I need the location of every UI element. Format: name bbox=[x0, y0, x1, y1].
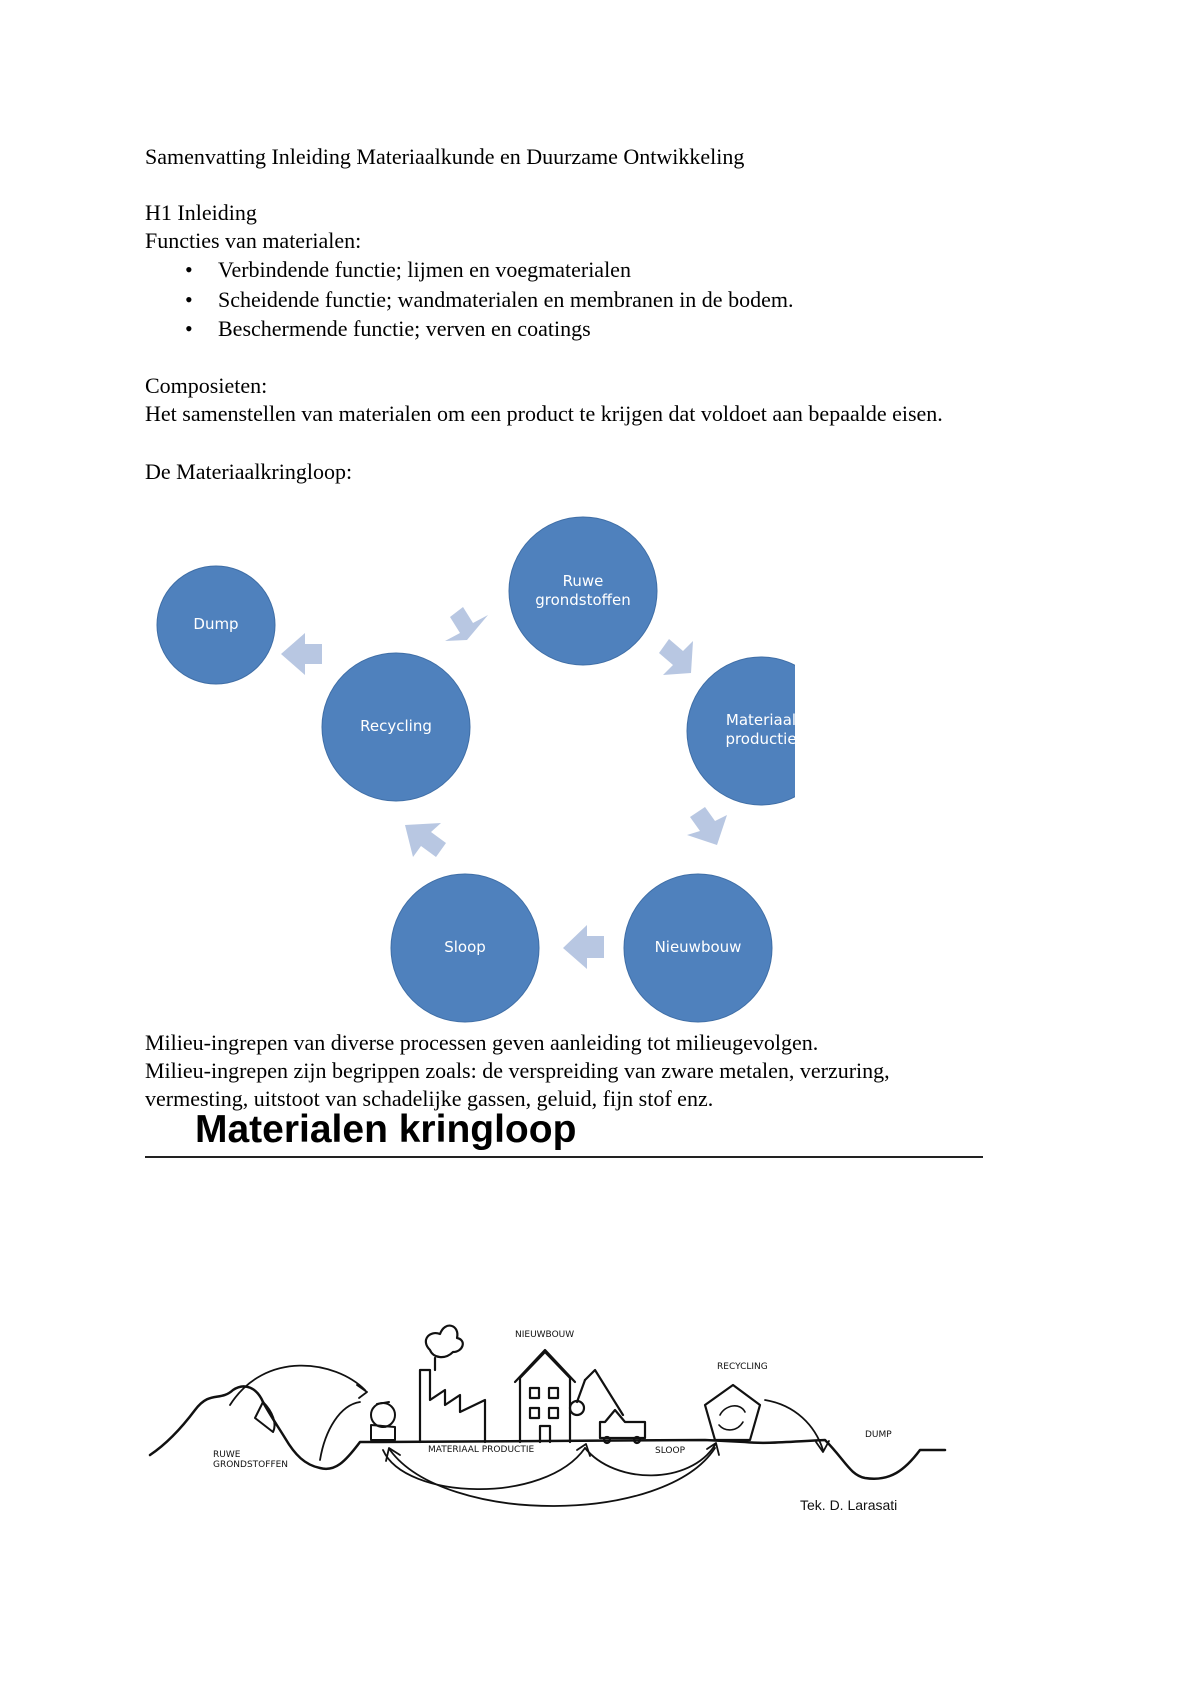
composites-heading: Composieten: bbox=[145, 373, 268, 398]
list-item: Beschermende functie; verven en coatings bbox=[218, 316, 591, 341]
sketch-svg bbox=[145, 1290, 975, 1530]
arrow-icon bbox=[687, 807, 727, 845]
sketch-label-sloop: SLOOP bbox=[655, 1446, 686, 1456]
kringloop-title: Materialen kringloop bbox=[195, 1108, 577, 1151]
sketch-label-dump: DUMP bbox=[865, 1430, 892, 1440]
house-icon bbox=[515, 1350, 575, 1442]
arrow-icon bbox=[659, 639, 693, 675]
node-label-sloop: Sloop bbox=[444, 938, 486, 956]
milieu-line-2: Milieu-ingrepen zijn begrippen zoals: de verspreiding van zware metalen, verzuring, bbox=[145, 1058, 890, 1083]
sketch-label-nieuwbouw: NIEUWBOUW bbox=[515, 1330, 575, 1340]
node-label-dump: Dump bbox=[193, 615, 239, 633]
sketch-label-materiaal: MATERIAAL PRODUCTIE bbox=[428, 1445, 535, 1455]
milieu-line-1: Milieu-ingrepen van diverse processen geven aanleiding tot milieugevolgen. bbox=[145, 1030, 819, 1055]
kringloop-sketch bbox=[145, 1290, 975, 1530]
bullet-icon: • bbox=[185, 316, 193, 341]
sketch-credit: Tek. D. Larasati bbox=[800, 1497, 898, 1513]
materials-cycle-diagram bbox=[145, 505, 795, 1025]
milieu-line-3: vermesting, uitstoot van schadelijke gassen, geluid, fijn stof enz. bbox=[145, 1086, 714, 1111]
sketch-label-recycling: RECYCLING bbox=[717, 1362, 768, 1372]
sketch-label-ruwe: RUWE GRONDSTOFFEN bbox=[213, 1450, 289, 1470]
arrow-icon bbox=[563, 925, 604, 969]
mining-machine-icon bbox=[371, 1402, 395, 1440]
node-label-ruwe: Ruwe grondstoffen bbox=[535, 572, 631, 609]
arrow-icon bbox=[585, 1445, 715, 1475]
document-title: Samenvatting Inleiding Materiaalkunde en Duurzame Ontwikkeling bbox=[145, 144, 745, 169]
cycle-heading: De Materiaalkringloop: bbox=[145, 459, 353, 484]
bullet-icon: • bbox=[185, 257, 193, 282]
node-label-nieuwbouw: Nieuwbouw bbox=[654, 938, 742, 956]
title-underline bbox=[145, 1156, 983, 1158]
list-item: Scheidende functie; wandmaterialen en membranen in de bodem. bbox=[218, 287, 794, 312]
recycling-icon bbox=[705, 1385, 760, 1440]
arrow-icon bbox=[445, 607, 488, 641]
bullet-icon: • bbox=[185, 287, 193, 312]
node-label-recycling: Recycling bbox=[360, 717, 432, 735]
list-item: Verbindende functie; lijmen en voegmaterialen bbox=[218, 257, 631, 282]
arrow-icon bbox=[405, 823, 446, 857]
node-label-materiaal: Materiaal productie bbox=[725, 711, 797, 748]
functions-heading: Functies van materialen: bbox=[145, 228, 362, 253]
arrow-icon bbox=[281, 633, 322, 675]
arrow-icon bbox=[230, 1366, 365, 1405]
arrow-icon bbox=[390, 1448, 715, 1506]
composites-text: Het samenstellen van materialen om een product te krijgen dat voldoet aan bepaalde eisen. bbox=[145, 401, 943, 426]
crane-icon bbox=[570, 1370, 645, 1443]
chapter-heading: H1 Inleiding bbox=[145, 200, 257, 225]
factory-icon bbox=[420, 1326, 485, 1442]
